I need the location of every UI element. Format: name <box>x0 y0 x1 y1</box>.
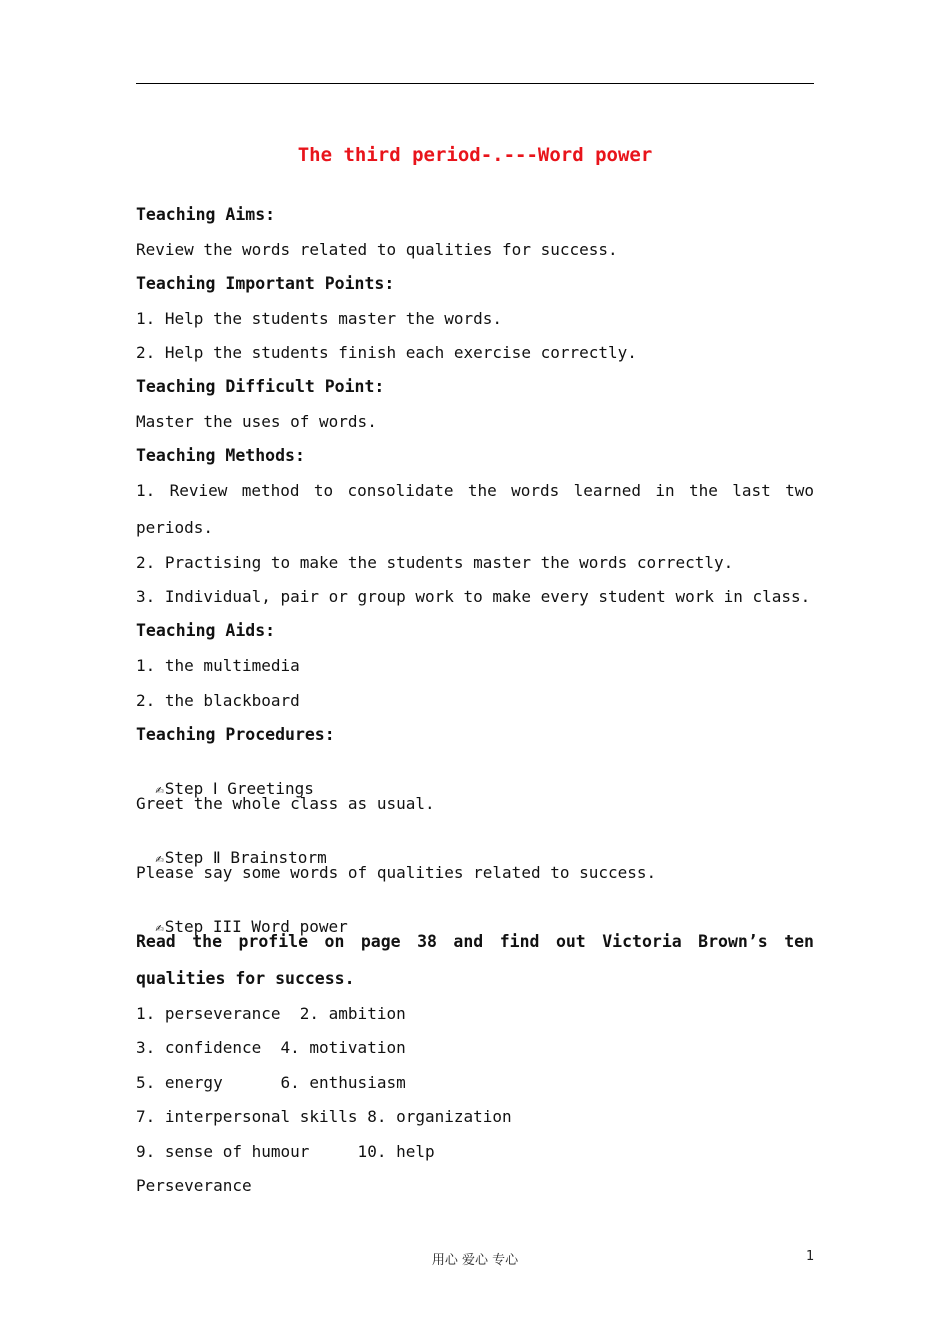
quality-row: 7. interpersonal skills 8. organization <box>136 1107 512 1126</box>
header-rule <box>136 83 814 84</box>
procedures-heading: Teaching Procedures: <box>136 725 335 744</box>
writing-hand-icon: ✍ <box>155 851 164 867</box>
step-1-text: Greet the whole class as usual. <box>136 794 435 813</box>
writing-hand-icon: ✍ <box>155 782 164 798</box>
quality-row: 5. energy 6. enthusiasm <box>136 1073 406 1092</box>
aids-heading: Teaching Aids: <box>136 621 276 640</box>
step-3-label: Step III Word power <box>164 917 348 936</box>
important-point-item: 2. Help the students finish each exercise correctly. <box>136 343 637 362</box>
difficult-point-heading: Teaching Difficult Point: <box>136 377 385 396</box>
writing-hand-icon: ✍ <box>155 920 164 936</box>
method-item-1-line1: 1. Review method to consolidate the words learned in the last two <box>136 481 814 500</box>
difficult-point-text: Master the uses of words. <box>136 412 377 431</box>
methods-heading: Teaching Methods: <box>136 446 305 465</box>
step-3-instruction-line2: qualities for success. <box>136 969 355 988</box>
step-2-text: Please say some words of qualities related to success. <box>136 863 657 882</box>
section-word: Perseverance <box>136 1176 252 1195</box>
quality-row: 9. sense of humour 10. help <box>136 1142 435 1161</box>
footer-motto: 用心 爱心 专心 <box>431 1253 519 1268</box>
aims-heading: Teaching Aims: <box>136 205 276 224</box>
method-item-2: 2. Practising to make the students master the words correctly. <box>136 553 734 572</box>
quality-row: 1. perseverance 2. ambition <box>136 1004 406 1023</box>
method-item-1-line2: periods. <box>136 518 214 537</box>
method-item-3: 3. Individual, pair or group work to make every student work in class. <box>136 587 811 606</box>
page-title: The third period-.---Word power <box>297 144 653 166</box>
step-2-label: Step Ⅱ Brainstorm <box>164 848 327 867</box>
important-point-item: 1. Help the students master the words. <box>136 309 503 328</box>
step-3-instruction-line1: Read the profile on page 38 and find out Victoria Brown’s ten <box>136 932 814 951</box>
page-number: 1 <box>806 1249 815 1264</box>
aid-item: 2. the blackboard <box>136 691 300 710</box>
important-points-heading: Teaching Important Points: <box>136 274 395 293</box>
step-1-label: Step Ⅰ Greetings <box>164 779 314 798</box>
quality-row: 3. confidence 4. motivation <box>136 1038 406 1057</box>
aid-item: 1. the multimedia <box>136 656 300 675</box>
aims-text: Review the words related to qualities for success. <box>136 240 618 259</box>
